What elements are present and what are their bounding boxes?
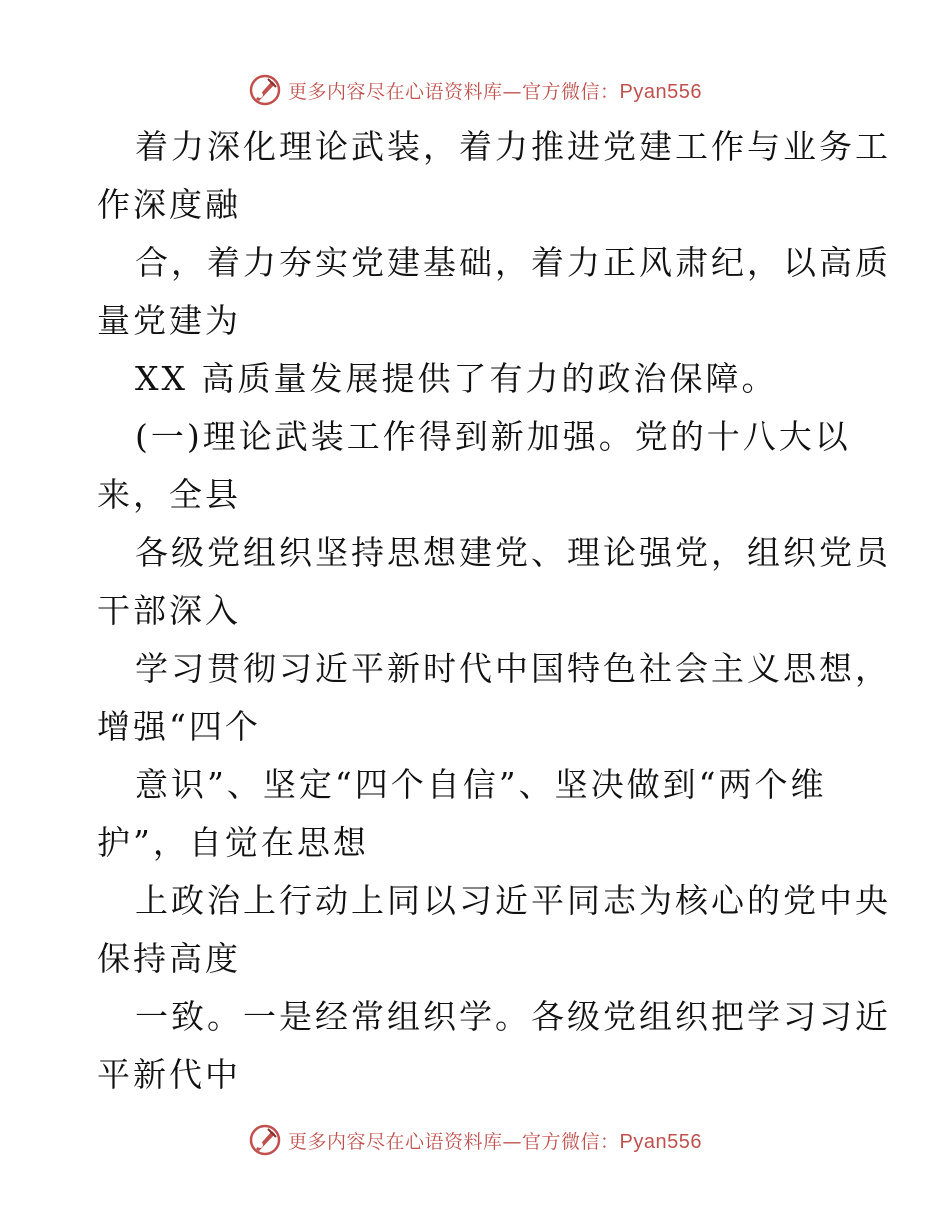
body-text-line: 量党建为 [97, 301, 241, 340]
watermark-text: 更多内容尽在心语资料库—官方微信：Pyan556 [288, 80, 702, 103]
body-text-line: 着力深化理论武装，着力推进党建工作与业务工 [135, 127, 891, 166]
body-text-line: 平新代中 [97, 1055, 241, 1094]
watermark-text: 更多内容尽在心语资料库—官方微信：Pyan556 [288, 1130, 702, 1153]
body-text-line: 作深度融 [97, 185, 241, 224]
body-text-line: 干部深入 [97, 591, 241, 630]
quill-pen-seal-icon [248, 1123, 282, 1157]
body-text-line: (一)理论武装工作得到新加强。党的十八大以 [135, 417, 851, 456]
body-text-line: XX 高质量发展提供了有力的政治保障。 [135, 359, 778, 398]
body-text-line: 一致。一是经常组织学。各级党组织把学习习近 [135, 997, 891, 1036]
document-body [97, 118, 891, 1104]
body-text-line: 学习贯彻习近平新时代中国特色社会主义思想， [135, 649, 891, 688]
body-text-line: 护”，自觉在思想 [97, 823, 369, 862]
watermark-wechat-id: Pyan556 [619, 80, 702, 103]
watermark-wechat-id: Pyan556 [619, 1130, 702, 1153]
body-text-line: 增强“四个 [97, 707, 261, 746]
body-text-line: 上政治上行动上同以习近平同志为核心的党中央 [135, 881, 891, 920]
footer-watermark [0, 1120, 950, 1160]
body-text-line: 保持高度 [97, 939, 241, 978]
quill-pen-seal-icon [248, 73, 282, 107]
body-text-line: 各级党组织坚持思想建党、理论强党，组织党员 [135, 533, 891, 572]
body-text-line: 来，全县 [97, 475, 241, 514]
body-text-line: 合，着力夯实党建基础，着力正风肃纪，以高质 [135, 243, 891, 282]
header-watermark [0, 70, 950, 110]
body-text-line: 意识”、坚定“四个自信”、坚决做到“两个维 [135, 765, 827, 804]
